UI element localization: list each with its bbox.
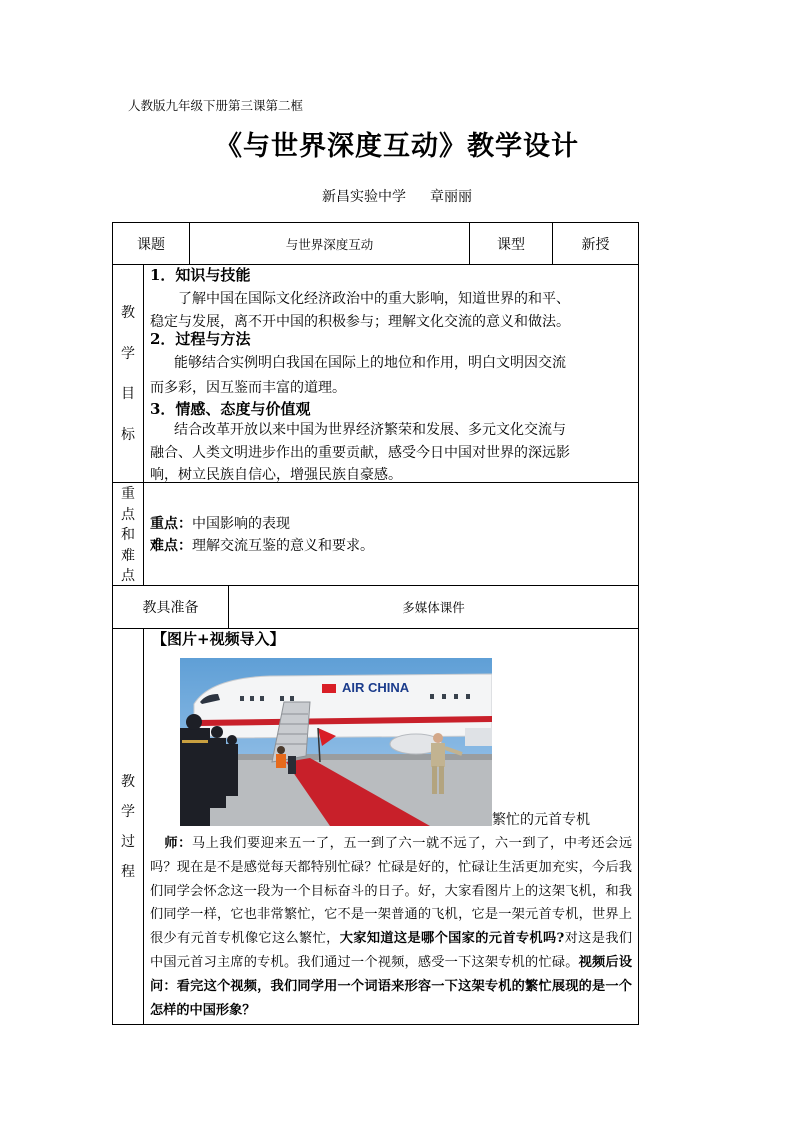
china-flag-on-plane: [322, 684, 336, 693]
type-label: 课型: [497, 235, 525, 252]
key-point-value: 中国影响的表现: [192, 515, 290, 531]
process-body-text: [150, 832, 632, 1022]
difficulty-value: 理解交流互鉴的意义和要求。: [192, 537, 374, 553]
objective-heading-knowledge: 1．知识与技能: [150, 266, 251, 284]
key-points-label: [113, 483, 143, 585]
key-points-label-char: 点: [121, 567, 135, 583]
process-label-char: 教: [121, 773, 135, 789]
objective-text-emotion-2: 融合、人类文明进步作出的重要贡献，感受今日中国对世界的深远影: [150, 444, 570, 460]
school-name: 新昌实验中学: [322, 188, 406, 204]
objectives-label-char: 标: [121, 425, 135, 442]
key-points-label-char: 点: [121, 505, 135, 522]
key-points-label-char: 和: [121, 526, 135, 542]
process-question-bold: 大家知道这是哪个国家的元首专机吗?: [339, 931, 565, 947]
objective-text-process-1: 能够结合实例明白我国在国际上的地位和作用，明白文明因交流: [174, 354, 566, 370]
tools-value: 多媒体课件: [402, 600, 465, 615]
uniform-trim: [182, 740, 208, 743]
process-text-answer: 对这是我们中国元首习主席的专机。我们通过一个视频，感受一下这架专机的忙碌。: [150, 931, 633, 970]
objective-text-emotion-3: 响，树立民族自信心，增强民族自豪感。: [150, 466, 402, 482]
author-name: 章丽丽: [430, 188, 472, 204]
process-followup-question: 视频后设问：看完这个视频，我们同学用一个词语来形容一下这架专机的繁忙展现的是一个怎样的中国形象？: [150, 954, 633, 1018]
key-point-label: 重点：: [150, 515, 192, 531]
table-border-bottom: [112, 1024, 639, 1025]
process-label-char: 学: [121, 803, 135, 819]
objective-heading-process: 2．过程与方法: [150, 330, 251, 348]
objective-text-emotion-1: 结合改革开放以来中国为世界经济繁荣和发展、多元文化交流与: [174, 421, 566, 437]
tools-label: 教具准备: [142, 599, 199, 615]
photo-caption: 繁忙的元首专机: [492, 811, 590, 827]
objective-text-process-2: 而多彩，因互鉴而丰富的道理。: [150, 379, 346, 395]
table-col-divider: [143, 628, 144, 1024]
process-text-intro: 马上我们要迎来五一了，五一到了六一就不远了，六一到了，中考还会远吗？现在是不是感觉每天都特别忙碌？忙碌是好的，忙碌让生活更加充实，今后我们同学会怀念这一段为一个目标奋斗的日子。好，大家看图片上的这架飞机，和我们同学一样，它也非常繁忙，它不是一架普通的飞机，它是一架元首专机，世界上很少有元首专机像它这么繁忙，: [150, 836, 633, 947]
airline-name-text: AIR CHINA: [342, 680, 410, 695]
difficulty-label: 难点：: [150, 537, 192, 553]
document-title: 《与世界深度互动》教学设计: [215, 131, 579, 162]
process-label: [113, 766, 143, 886]
key-point-line: [150, 512, 290, 536]
objective-text-knowledge-1: 了解中国在国际文化经济政治中的重大影响，知道世界的和平、: [178, 290, 570, 306]
objectives-label: [113, 292, 143, 454]
table-col-divider: [143, 264, 144, 585]
table-border-right: [638, 222, 639, 1025]
objectives-label-char: 教: [121, 304, 135, 321]
topic-value: 与世界深度互动: [285, 236, 374, 252]
objectives-label-char: 学: [121, 344, 135, 361]
objective-heading-emotion: 3．情感、态度与价值观: [150, 400, 311, 418]
teacher-label: 师：: [164, 836, 192, 851]
plane-wing: [465, 728, 492, 746]
author-line: [0, 186, 794, 206]
objectives-label-char: 目: [121, 385, 135, 402]
process-heading: 【图片+视频导入】: [152, 630, 285, 648]
difficulty-line: [150, 534, 374, 558]
air-china-plane-photo: [180, 658, 492, 826]
key-points-label-char: 重: [121, 485, 135, 501]
process-label-char: 程: [121, 863, 135, 879]
topic-label: 课题: [137, 235, 165, 252]
key-points-label-char: 难: [121, 546, 135, 563]
type-value: 新授: [581, 235, 610, 252]
document-subtitle: 人教版九年级下册第三课第二框: [128, 99, 304, 113]
process-label-char: 过: [121, 833, 135, 849]
objective-text-knowledge-2: 稳定与发展，离不开中国的积极参与；理解文化交流的意义和做法。: [150, 313, 570, 329]
